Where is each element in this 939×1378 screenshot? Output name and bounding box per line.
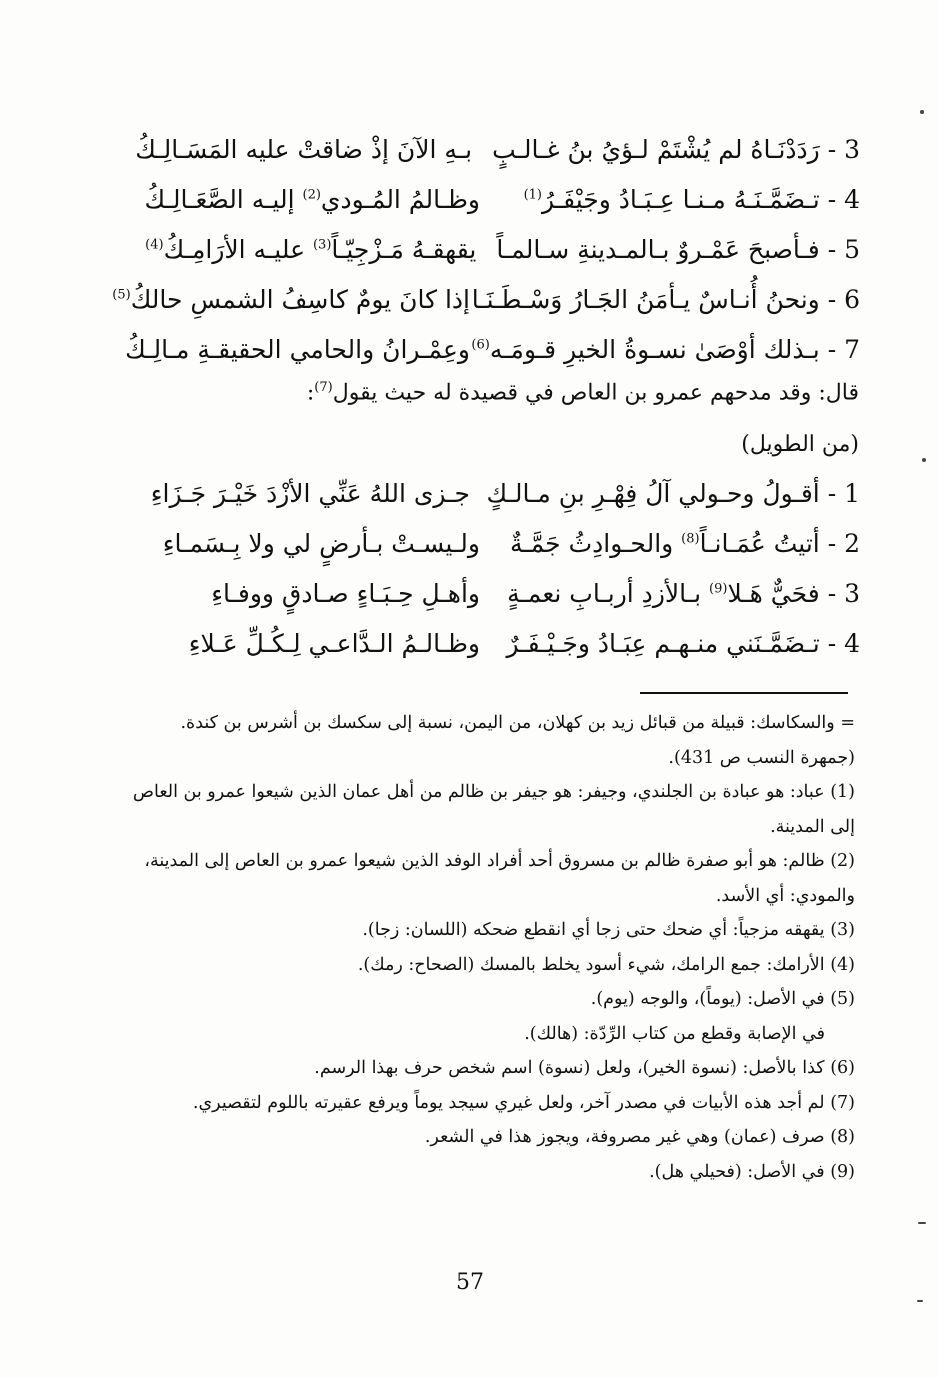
footnote: (8) صرف (عمان) وهي غير مصروفة، ويجوز هذا في الشعر. (424, 1127, 855, 1147)
first-hemistich: 6 - ونحنُ أُنـاسٌ يـأمَنُ الجَـارُ وَسْـطَـنَـا (471, 284, 860, 314)
verse (120, 468, 860, 518)
first-hemistich: 4 - تـضَمَّـنَني منـهـم عِبَـادُ وجَـيْـفَـرٌ (506, 628, 860, 658)
poem-2 (120, 468, 860, 668)
footnote: (5) في الأصل: (يوماً)، والوجه (يوم). في الإصابة وقطع من كتاب الرِّدّة: (هالك). (524, 989, 855, 1044)
verse (112, 274, 860, 324)
second-hemistich: بـهِ الآنَ إذْ ضاقتْ عليه المَسَـالِـكُ (135, 134, 473, 164)
scan-speck (918, 1222, 926, 1224)
second-hemistich: وأهـلِ حِـبَـاءٍ صـادقٍ ووفـاءِ (211, 578, 480, 608)
footnote: (4) الأرامك: جمع الرامك، شيء أسود يخلط بالمسك (الصحاح: رمك). (357, 954, 855, 975)
first-hemistich: 1 - أقـولُ وحـولي آلُ فِهْـرِ بنِ مـالـكٍ (486, 478, 860, 508)
footnote-ref: (6) (471, 337, 490, 353)
footnote-ref: (8) (681, 531, 700, 547)
footnote: (3) يقهقه مزجياً: أي ضحك حتى زجا أي انقطع ضحكه (اللسان: زجا). (362, 920, 855, 940)
first-hemistich: 5 - فـأصبحَ عَمْـروٌ بـالمـدينةِ سـالمـاً (496, 234, 860, 264)
footnote-ref: (7) (314, 380, 333, 395)
footnote-ref: (2) (302, 187, 321, 203)
footnote: (9) في الأصل: (فحيلي هل). (649, 1161, 855, 1182)
first-hemistich: 2 - أتيتُ عُمَـانـاً$^{(8)}$ والحـوادِثُ جَمَّـةٌ (510, 528, 860, 558)
footnote-separator (640, 692, 848, 694)
scan-speck (917, 1300, 923, 1302)
poem-1 (112, 124, 860, 374)
verse (120, 224, 860, 274)
footnote: (2) ظالم: هو أبو صفرة ظالم بن مسروق أحد أفراد الوفد الذين شيعوا عمرو بن العاص إلى المدينة، والمودي: أي الأسد. (144, 851, 855, 906)
second-hemistich: جـزى اللهُ عَنِّي الأزْدَ خَيْـرَ جَـزَاءِ (150, 478, 470, 508)
page-number: 57 (456, 1270, 484, 1295)
intro-line: قال: وقد مدحهم عمرو بن العاص في قصيدة له حيث يقول$^{(7)}$: (306, 380, 859, 406)
footnote-ref: (3) (312, 237, 332, 253)
scan-speck (920, 110, 924, 114)
verse (120, 174, 860, 224)
first-hemistich: 4 - تـضَمَّـنَـهُ مـنـا عِـبَـادُ وجَيْفَـرُ$^{(1)}$ (523, 184, 860, 214)
first-hemistich: 7 - بـذلك أوْصَىٰ نسـوةُ الخيرِ قـومَـه$^{(6)}$ (471, 334, 860, 364)
footnote: (1) عباد: هو عبادة بن الجلندي، وجيفر: هو جيفر بن ظالم من أهل عمان الذين شيعوا عمرو بن العاص إلى المدينة. (132, 782, 855, 837)
first-hemistich: 3 - رَدَدْنَـاهُ لم يُشْتَمْ لـؤيُ بنُ غـالـبٍ (492, 134, 860, 164)
second-hemistich: وعِمْـرانُ والحامي الحقيقـةِ مـالِـكُ (125, 334, 470, 364)
second-hemistich: وظـالمُ المُـودي$^{(2)}$ إليـه الصَّعَـالِـكُ (144, 184, 480, 214)
footnotes (130, 706, 855, 1189)
verse (120, 124, 860, 174)
second-hemistich: وظـالـمُ الـدَّاعـي لِـكُـلِّ عَـلاءِ (188, 628, 480, 658)
footnote-ref: (5) (112, 287, 131, 303)
second-hemistich: إذا كانَ يومٌ كاسِفُ الشمسِ حالكُ$^{(5)}$ (112, 284, 470, 314)
footnote: (7) لم أجد هذه الأبيات في مصدر آخر، ولعل غيري سيجد يوماً ويرفع عقيرته باللوم لتقصيري. (192, 1092, 855, 1113)
verse (120, 618, 860, 668)
verse (120, 324, 860, 374)
second-hemistich: ولـيسـتْ بـأرضٍ لي ولا بِـسَمـاءِ (162, 528, 480, 558)
footnote: (6) كذا بالأصل: (نسوة الخير)، ولعل (نسوة) اسم شخص حرف بهذا الرسم. (314, 1058, 855, 1078)
footnote-ref: (4) (145, 237, 164, 253)
scan-speck (922, 458, 926, 462)
footnote-ref: (9) (709, 581, 728, 597)
footnote-ref: (1) (523, 187, 542, 203)
second-hemistich: يقهقـهُ مَـزْجِيّـاً$^{(3)}$ عليـه الأرَامِـكُ$^{(4)}$ (145, 234, 477, 264)
meter-label: (من الطويل) (741, 432, 859, 457)
verse (120, 568, 860, 618)
footnote: = والسكاسك: قبيلة من قبائل زيد بن كهلان، من اليمن، نسبة إلى سكسك بن أشرس بن كندة. (جمهرة النسب ص 431). (180, 713, 855, 768)
verse (120, 518, 860, 568)
first-hemistich: 3 - فحَيٌّ هَـلا$^{(9)}$ بـالأزدِ أربـابِ نعمـةٍ (507, 578, 860, 608)
